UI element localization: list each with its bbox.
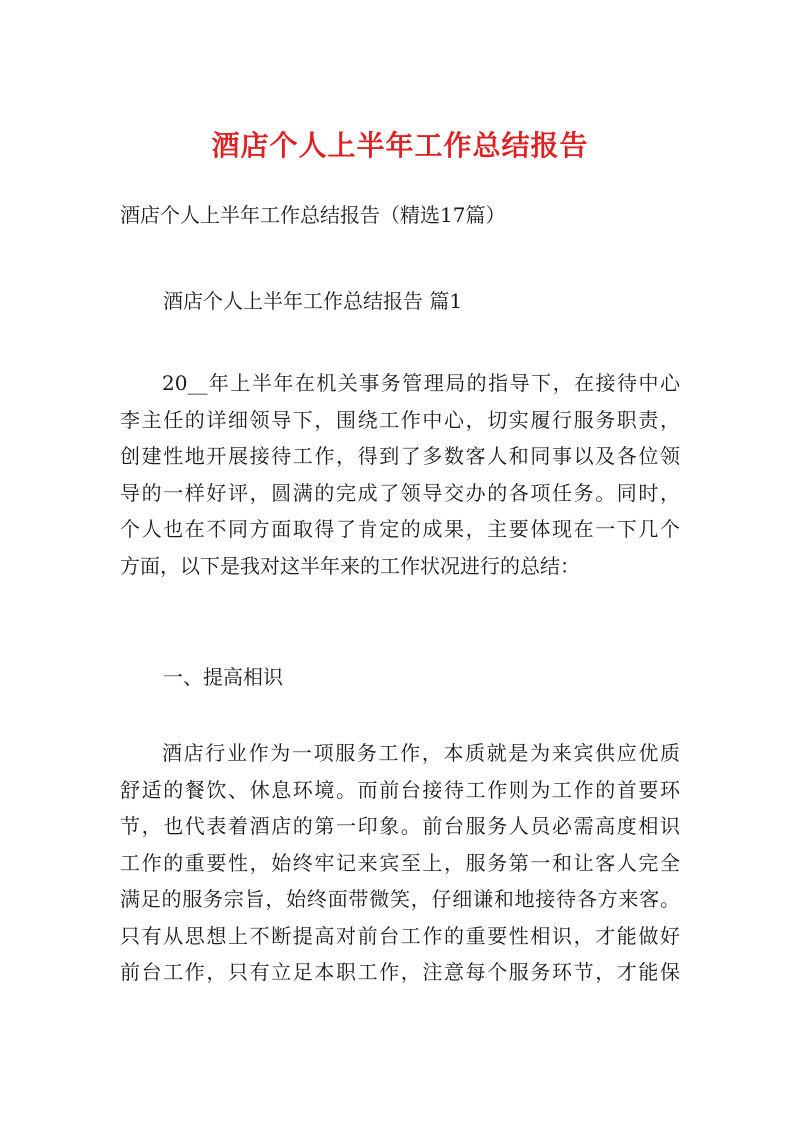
paragraph-line: 节，也代表着酒店的第一印象。前台服务人员必需高度相识 [120,814,680,838]
paragraph-line: 舒适的餐饮、休息环境。而前台接待工作则为工作的首要环 [120,777,680,802]
paragraph-line: 方面，以下是我对这半年来的工作状况进行的总结： [120,553,580,578]
document-title: 酒店个人上半年工作总结报告 [211,129,589,162]
paragraph-line: 20__年上半年在机关事务管理局的指导下，在接待中心 [162,371,680,395]
paragraph-intro [120,365,680,584]
paragraph-line: 满足的服务宗旨，始终面带微笑，仔细谦和地接待各方来客。 [120,887,680,911]
paragraph-line: 工作的重要性，始终牢记来宾至上，服务第一和让客人完全 [120,850,680,875]
article-heading: 酒店个人上半年工作总结报告 篇1 [163,289,463,313]
paragraph-line: 个人也在不同方面取得了肯定的成果，主要体现在一下几个 [120,517,680,541]
paragraph-line: 只有从思想上不断提高对前台工作的重要性相识，才能做好 [120,923,680,948]
document-subtitle: 酒店个人上半年工作总结报告（精选17篇） [120,203,506,227]
paragraph-line: 酒店行业作为一项服务工作，本质就是为来宾供应优质 [162,741,680,765]
section-heading-1: 一、提高相识 [163,665,283,689]
paragraph-line: 前台工作，只有立足本职工作，注意每个服务环节，才能保 [120,960,680,984]
paragraph-line: 李主任的详细领导下，围绕工作中心，切实履行服务职责， [120,407,680,432]
paragraph-line: 创建性地开展接待工作，得到了多数客人和同事以及各位领 [120,444,680,468]
paragraph-line: 导的一样好评，圆满的完成了领导交办的各项任务。同时， [120,480,680,505]
paragraph-section-1 [120,735,680,991]
